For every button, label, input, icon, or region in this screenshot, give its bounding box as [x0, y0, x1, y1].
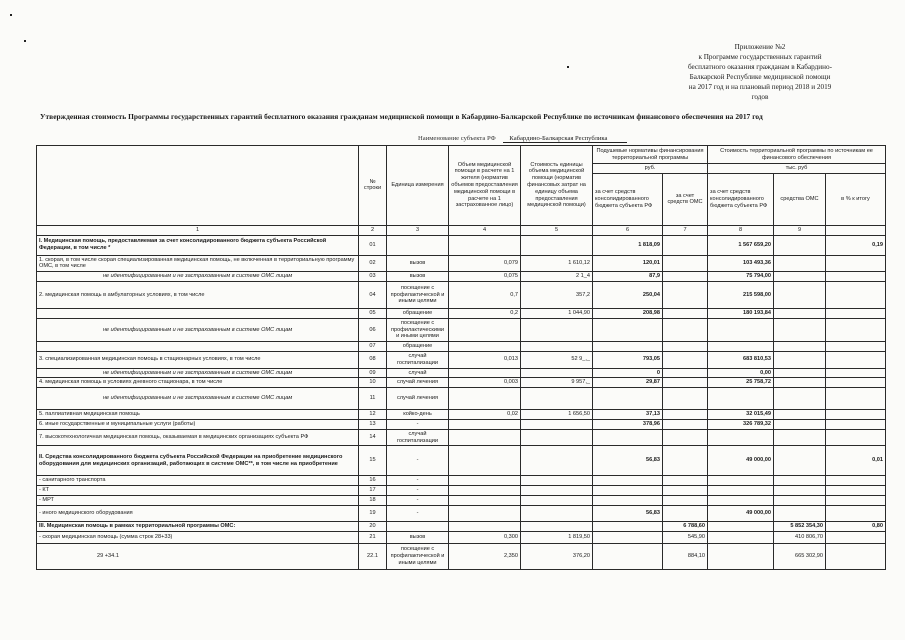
row-per-capita-budget: 29,87 — [593, 378, 663, 388]
row-per-capita-budget — [593, 521, 663, 531]
row-per-capita-budget — [593, 531, 663, 543]
row-label: 6. иные государственные и муниципальные услуги (работы) — [37, 419, 359, 429]
header-num: 6 — [593, 225, 663, 235]
row-total-budget — [708, 318, 774, 341]
row-total-oms — [774, 496, 826, 506]
row-per-capita-budget: 250,04 — [593, 281, 663, 308]
row-percent: 0,19 — [826, 235, 886, 255]
annex-line: годов — [751, 93, 769, 101]
row-number: 21 — [359, 531, 387, 543]
row-volume — [449, 235, 521, 255]
row-percent — [826, 378, 886, 388]
table-row — [37, 429, 886, 446]
row-volume — [449, 318, 521, 341]
table-row — [37, 235, 886, 255]
table-row — [37, 308, 886, 318]
table-row — [37, 388, 886, 410]
row-volume — [449, 505, 521, 521]
row-percent — [826, 255, 886, 272]
row-unit: койко-день — [387, 410, 449, 420]
row-cost: 52 9_,_ — [521, 351, 593, 368]
row-total-budget — [708, 388, 774, 410]
table-row — [37, 342, 886, 352]
row-total-budget: 25 758,72 — [708, 378, 774, 388]
row-volume — [449, 476, 521, 486]
row-per-capita-budget — [593, 486, 663, 496]
row-per-capita-budget — [593, 342, 663, 352]
row-per-capita-oms — [663, 496, 708, 506]
row-total-oms — [774, 505, 826, 521]
scan-speck — [567, 66, 569, 68]
row-percent — [826, 496, 886, 506]
row-per-capita-oms: 545,90 — [663, 531, 708, 543]
row-total-budget — [708, 486, 774, 496]
row-number: 15 — [359, 446, 387, 476]
row-cost — [521, 446, 593, 476]
row-cost — [521, 505, 593, 521]
subject-line — [418, 135, 627, 142]
table-row — [37, 496, 886, 506]
row-percent — [826, 410, 886, 420]
row-total-oms — [774, 281, 826, 308]
header-num: 2 — [359, 225, 387, 235]
row-unit: посещение с профилактической и иными целями — [387, 543, 449, 569]
table-row — [37, 272, 886, 282]
row-total-budget — [708, 342, 774, 352]
row-per-capita-budget: 120,01 — [593, 255, 663, 272]
header-num: 8 — [708, 225, 774, 235]
row-cost — [521, 429, 593, 446]
row-volume: 0,7 — [449, 281, 521, 308]
header-pct: в % к итогу — [826, 173, 886, 225]
row-cost — [521, 521, 593, 531]
row-cost: 376,20 — [521, 543, 593, 569]
row-volume — [449, 486, 521, 496]
row-per-capita-oms: 6 788,60 — [663, 521, 708, 531]
row-volume — [449, 368, 521, 378]
row-number: 13 — [359, 419, 387, 429]
row-percent — [826, 486, 886, 496]
row-number: 05 — [359, 308, 387, 318]
subject-value: Кабардино-Балкарская Республика — [503, 135, 627, 143]
row-total-budget — [708, 429, 774, 446]
row-per-capita-budget: 37,13 — [593, 410, 663, 420]
row-unit: - — [387, 496, 449, 506]
row-unit: - — [387, 505, 449, 521]
table-row — [37, 281, 886, 308]
row-total-oms — [774, 388, 826, 410]
scan-speck — [24, 40, 26, 42]
row-label: 1. скорая, в том числе скорая специализированная медицинская помощь, не включенная в территориальную программу ОМС, в том числе — [37, 255, 359, 272]
table-row — [37, 368, 886, 378]
row-per-capita-oms — [663, 342, 708, 352]
row-cost: 9 957,_ — [521, 378, 593, 388]
row-number: 11 — [359, 388, 387, 410]
row-label — [37, 342, 359, 352]
header-volume: Объем медицинской помощи в расчете на 1 жителя (норматив объемов предоставления медицинской помощи в расчете на 1 застрахованное лицо) — [449, 146, 521, 226]
header-rub: руб. — [593, 164, 708, 174]
row-per-capita-budget: 87,9 — [593, 272, 663, 282]
header-row-no: № строки — [359, 146, 387, 226]
row-label: не идентифицированным и не застрахованным в системе ОМС лицам — [37, 368, 359, 378]
header-num-blank — [826, 225, 886, 235]
row-cost — [521, 419, 593, 429]
row-total-oms — [774, 308, 826, 318]
annex-block — [640, 42, 880, 102]
row-label: - КТ — [37, 486, 359, 496]
row-label: не идентифицированным и не застрахованным в системе ОМС лицам — [37, 272, 359, 282]
row-percent — [826, 318, 886, 341]
row-per-capita-budget — [593, 543, 663, 569]
row-label: 4. медицинская помощь в условиях дневного стационара, в том числе — [37, 378, 359, 388]
row-total-budget: 0,00 — [708, 368, 774, 378]
document-title: Утвержденная стоимость Программы государственных гарантий бесплатного оказания гражданам медицинской помощи в Кабардино-Балкарской Республике по источникам финансового обеспечения на 2017 год — [40, 112, 763, 121]
table-row — [37, 419, 886, 429]
row-total-oms — [774, 235, 826, 255]
row-per-capita-oms — [663, 272, 708, 282]
row-total-budget — [708, 521, 774, 531]
row-number: 09 — [359, 368, 387, 378]
row-label: 29 +34.1 — [37, 543, 359, 569]
table-row — [37, 446, 886, 476]
row-per-capita-budget — [593, 429, 663, 446]
header-numbering-row — [37, 225, 886, 235]
annex-line: Приложение №2 — [734, 43, 786, 51]
row-percent: 0,01 — [826, 446, 886, 476]
row-total-budget — [708, 496, 774, 506]
row-per-capita-budget: 208,98 — [593, 308, 663, 318]
row-unit: случай лечения — [387, 388, 449, 410]
row-number: 08 — [359, 351, 387, 368]
row-number: 17 — [359, 486, 387, 496]
row-total-budget: 103 493,36 — [708, 255, 774, 272]
header-total-cost: Стоимость территориальной программы по источникам ее финансового обеспечения — [708, 146, 886, 164]
row-per-capita-budget — [593, 476, 663, 486]
row-total-budget: 49 000,00 — [708, 446, 774, 476]
row-total-oms — [774, 476, 826, 486]
row-volume: 0,013 — [449, 351, 521, 368]
row-unit: случай госпитализации — [387, 429, 449, 446]
row-per-capita-oms — [663, 410, 708, 420]
row-per-capita-oms — [663, 505, 708, 521]
row-per-capita-oms — [663, 281, 708, 308]
row-total-oms — [774, 410, 826, 420]
header-per-capita: Подушевые нормативы финансирования территориальной программы — [593, 146, 708, 164]
row-unit: вызов — [387, 255, 449, 272]
row-number: 04 — [359, 281, 387, 308]
row-unit — [387, 521, 449, 531]
row-total-oms — [774, 429, 826, 446]
row-volume — [449, 521, 521, 531]
row-total-budget — [708, 543, 774, 569]
row-volume: 0,003 — [449, 378, 521, 388]
row-unit: случай лечения — [387, 378, 449, 388]
row-total-oms — [774, 255, 826, 272]
row-per-capita-oms — [663, 429, 708, 446]
row-total-oms — [774, 446, 826, 476]
row-label: 3. специализированная медицинская помощь в стационарных условиях, в том числе — [37, 351, 359, 368]
row-volume: 2,350 — [449, 543, 521, 569]
row-number: 18 — [359, 496, 387, 506]
row-unit: - — [387, 486, 449, 496]
row-total-budget: 1 567 659,20 — [708, 235, 774, 255]
row-total-budget — [708, 476, 774, 486]
row-cost — [521, 318, 593, 341]
row-per-capita-oms — [663, 388, 708, 410]
row-label: не идентифицированным и не застрахованным в системе ОМС лицам — [37, 388, 359, 410]
annex-line: Балкарской Республике медицинской помощи — [689, 73, 831, 81]
header-oms2: средства ОМС — [774, 173, 826, 225]
row-cost — [521, 235, 593, 255]
table-row — [37, 476, 886, 486]
row-percent — [826, 281, 886, 308]
row-number: 19 — [359, 505, 387, 521]
row-volume — [449, 342, 521, 352]
row-label: 2. медицинская помощь в амбулаторных условиях, в том числе — [37, 281, 359, 308]
row-label: III. Медицинская помощь в рамках территориальной программы ОМС: — [37, 521, 359, 531]
row-number: 14 — [359, 429, 387, 446]
header-num: 7 — [663, 225, 708, 235]
row-per-capita-oms — [663, 419, 708, 429]
row-label: 7. высокотехнологичная медицинская помощь, оказываемая в медицинских организациях субъекта РФ — [37, 429, 359, 446]
row-label: - МРТ — [37, 496, 359, 506]
row-cost: 1 656,50 — [521, 410, 593, 420]
row-percent — [826, 308, 886, 318]
row-percent — [826, 388, 886, 410]
row-cost: 2 1_4 — [521, 272, 593, 282]
header-name-cell — [37, 146, 359, 226]
row-total-oms — [774, 342, 826, 352]
row-number: 03 — [359, 272, 387, 282]
row-total-oms — [774, 419, 826, 429]
header-num: 5 — [521, 225, 593, 235]
row-volume: 0,079 — [449, 255, 521, 272]
table-row — [37, 531, 886, 543]
row-label: I. Медицинская помощь, предоставляемая за счет консолидированного бюджета субъекта Российской Федерации, в том числе * — [37, 235, 359, 255]
row-total-oms: 410 806,70 — [774, 531, 826, 543]
row-percent — [826, 351, 886, 368]
row-percent — [826, 543, 886, 569]
row-number: 12 — [359, 410, 387, 420]
row-total-oms — [774, 351, 826, 368]
row-total-budget: 215 598,00 — [708, 281, 774, 308]
row-cost — [521, 476, 593, 486]
table-row — [37, 255, 886, 272]
row-unit: - — [387, 476, 449, 486]
row-number: 07 — [359, 342, 387, 352]
row-percent — [826, 531, 886, 543]
row-cost — [521, 368, 593, 378]
row-per-capita-oms — [663, 368, 708, 378]
row-volume — [449, 388, 521, 410]
row-volume: 0,300 — [449, 531, 521, 543]
table-row — [37, 410, 886, 420]
row-volume — [449, 429, 521, 446]
row-cost: 1 819,50 — [521, 531, 593, 543]
row-total-oms — [774, 486, 826, 496]
row-total-budget: 683 810,53 — [708, 351, 774, 368]
row-per-capita-budget: 1 818,09 — [593, 235, 663, 255]
cost-table — [36, 145, 886, 570]
row-number: 10 — [359, 378, 387, 388]
row-cost — [521, 388, 593, 410]
row-number: 22.1 — [359, 543, 387, 569]
row-unit — [387, 235, 449, 255]
row-per-capita-oms — [663, 378, 708, 388]
row-unit: случай — [387, 368, 449, 378]
row-percent — [826, 419, 886, 429]
row-cost — [521, 496, 593, 506]
row-number: 06 — [359, 318, 387, 341]
row-percent — [826, 505, 886, 521]
row-cost: 1 044,90 — [521, 308, 593, 318]
row-per-capita-oms — [663, 476, 708, 486]
row-per-capita-oms — [663, 255, 708, 272]
row-unit: - — [387, 446, 449, 476]
header-num: 9 — [774, 225, 826, 235]
table-row — [37, 318, 886, 341]
row-unit: обращение — [387, 308, 449, 318]
row-per-capita-budget — [593, 496, 663, 506]
row-number: 01 — [359, 235, 387, 255]
row-volume: 0,075 — [449, 272, 521, 282]
table-row — [37, 486, 886, 496]
row-per-capita-budget: 793,05 — [593, 351, 663, 368]
row-percent — [826, 476, 886, 486]
row-per-capita-oms — [663, 351, 708, 368]
row-unit: посещение с профилактической и иными целями — [387, 281, 449, 308]
row-volume — [449, 419, 521, 429]
row-total-budget: 326 789,32 — [708, 419, 774, 429]
row-volume — [449, 446, 521, 476]
row-total-oms: 665 302,90 — [774, 543, 826, 569]
row-label: - скорая медицинская помощь (сумма строк 28+33) — [37, 531, 359, 543]
row-percent — [826, 272, 886, 282]
row-per-capita-budget: 378,96 — [593, 419, 663, 429]
row-percent: 0,80 — [826, 521, 886, 531]
annex-line: на 2017 год и на плановый период 2018 и 2019 — [688, 83, 832, 91]
header-cost: Стоимость единицы объема медицинской помощи (норматив финансовых затрат на единицу объема предоставления медицинской помощи) — [521, 146, 593, 226]
row-unit: - — [387, 419, 449, 429]
subject-label: Наименование субъекта РФ — [418, 135, 496, 142]
row-per-capita-oms — [663, 486, 708, 496]
header-budget: за счет средств консолидированного бюджета субъекта РФ — [593, 173, 663, 225]
row-total-oms — [774, 368, 826, 378]
row-total-oms — [774, 378, 826, 388]
header-budget2: за счет средств консолидированного бюджета субъекта РФ — [708, 173, 774, 225]
row-volume: 0,02 — [449, 410, 521, 420]
row-cost: 357,2 — [521, 281, 593, 308]
header-num: 1 — [37, 225, 359, 235]
row-per-capita-budget: 0 — [593, 368, 663, 378]
row-cost — [521, 486, 593, 496]
row-total-budget: 180 193,84 — [708, 308, 774, 318]
row-unit: случай госпитализации — [387, 351, 449, 368]
row-total-budget: 32 015,49 — [708, 410, 774, 420]
row-per-capita-budget: 56,83 — [593, 446, 663, 476]
row-per-capita-oms: 884,10 — [663, 543, 708, 569]
row-volume — [449, 496, 521, 506]
annex-line: к Программе государственных гарантий — [698, 53, 822, 61]
row-per-capita-oms — [663, 318, 708, 341]
row-percent — [826, 429, 886, 446]
row-total-budget — [708, 531, 774, 543]
row-total-oms: 5 852 354,30 — [774, 521, 826, 531]
table-row — [37, 351, 886, 368]
row-unit: обращение — [387, 342, 449, 352]
row-total-budget: 49 000,00 — [708, 505, 774, 521]
row-percent — [826, 342, 886, 352]
row-number: 16 — [359, 476, 387, 486]
row-per-capita-budget: 56,83 — [593, 505, 663, 521]
header-unit: Единица измерения — [387, 146, 449, 226]
table-row — [37, 521, 886, 531]
row-percent — [826, 368, 886, 378]
table-row — [37, 378, 886, 388]
scan-speck — [10, 14, 12, 16]
row-label: не идентифицированным и не застрахованным в системе ОМС лицам — [37, 318, 359, 341]
row-total-budget: 75 794,00 — [708, 272, 774, 282]
row-unit: вызов — [387, 272, 449, 282]
row-unit: вызов — [387, 531, 449, 543]
row-total-oms — [774, 318, 826, 341]
row-per-capita-oms — [663, 235, 708, 255]
row-per-capita-budget — [593, 388, 663, 410]
header-num: 3 — [387, 225, 449, 235]
row-label: II. Средства консолидированного бюджета субъекта Российской Федерации на приобретение медицинского оборудования для медицинских организаций, работающих в системе ОМС**, в том числе на приобретение — [37, 446, 359, 476]
header-thous: тыс. руб — [708, 164, 886, 174]
row-unit: посещение с профилактическими и иными целями — [387, 318, 449, 341]
annex-line: бесплатного оказания гражданам в Кабардино- — [688, 63, 832, 71]
row-label: 5. паллиативная медицинская помощь — [37, 410, 359, 420]
row-label: - санитарного транспорта — [37, 476, 359, 486]
row-per-capita-oms — [663, 308, 708, 318]
row-per-capita-oms — [663, 446, 708, 476]
header-oms: за счет средств ОМС — [663, 173, 708, 225]
row-number: 20 — [359, 521, 387, 531]
row-number: 02 — [359, 255, 387, 272]
row-cost: 1 610,12 — [521, 255, 593, 272]
row-total-oms — [774, 272, 826, 282]
table-row — [37, 543, 886, 569]
row-label — [37, 308, 359, 318]
row-per-capita-budget — [593, 318, 663, 341]
header-num: 4 — [449, 225, 521, 235]
table-row — [37, 505, 886, 521]
row-volume: 0,2 — [449, 308, 521, 318]
row-cost — [521, 342, 593, 352]
row-label: - иного медицинского оборудования — [37, 505, 359, 521]
